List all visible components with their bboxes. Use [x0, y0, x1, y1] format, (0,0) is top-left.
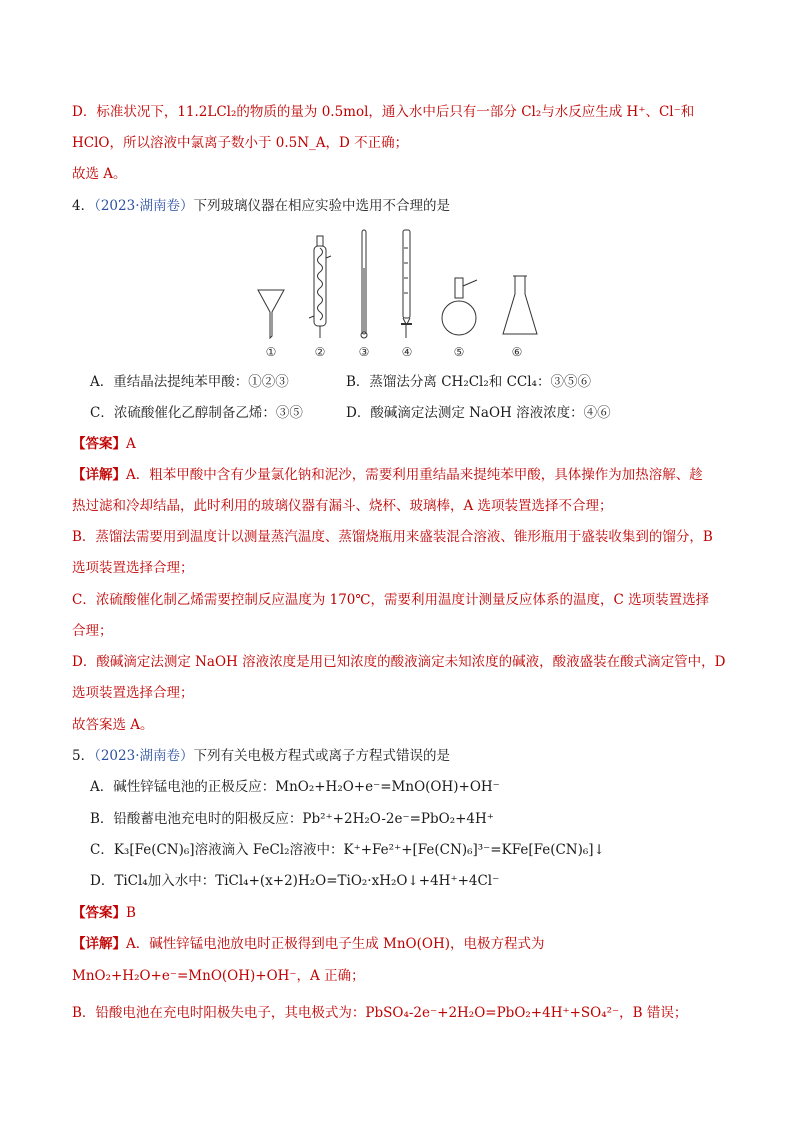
q5-answer: [72, 903, 136, 923]
answer-value: B: [126, 905, 136, 921]
question-stem: 下列玻璃仪器在相应实验中选用不合理的是: [193, 198, 450, 214]
answer-tag: 【答案】: [72, 436, 126, 452]
burette-icon: [401, 230, 412, 338]
detail-tag: 【详解】: [72, 467, 126, 483]
funnel-icon: [258, 290, 284, 338]
q4-option-d: D．酸碱滴定法测定 NaOH 溶液浓度：④⑥: [346, 405, 611, 421]
prev-option-d-line2: HClO，所以溶液中氯离子数小于 0.5N_A，D 不正确；: [72, 135, 409, 151]
question-source: （2023·湖南卷）: [94, 198, 194, 214]
answer-tag: 【答案】: [72, 905, 126, 921]
glassware-svg: [255, 228, 555, 363]
detail-text: A．碱性锌锰电池放电时正极得到电子生成 MnO(OH)，电极方程式为: [126, 936, 545, 952]
q4-detail-b1: B．蒸馏法需要用到温度计以测量蒸汽温度、蒸馏烧瓶用来盛装混合溶液、锥形瓶用于盛装收集到的馏分，B: [72, 529, 713, 545]
q5-detail-a2: MnO₂+H₂O+e⁻=MnO(OH)+OH⁻，A 正确；: [72, 968, 365, 984]
q5-detail-a1: [72, 934, 545, 954]
answer-value: A: [126, 436, 136, 452]
q5-option-a: A．碱性锌锰电池的正极反应：MnO₂+H₂O+e⁻=MnO(OH)+OH⁻: [90, 779, 500, 795]
q4-conclusion: 故答案选 A。: [72, 717, 154, 733]
glassware-figure: [255, 228, 555, 363]
q4-detail-d2: 选项装置选择合理；: [72, 685, 194, 701]
distilling-flask-icon: [442, 278, 477, 335]
q5-option-b: B．铅酸蓄电池充电时的阳极反应：Pb²⁺+2H₂O-2e⁻=PbO₂+4H⁺: [90, 811, 494, 827]
label-2: ②: [314, 345, 326, 359]
question-stem: 下列有关电极方程式或离子方程式错误的是: [193, 748, 450, 764]
q4-option-a: A．重结晶法提纯苯甲酸：①②③: [90, 374, 289, 390]
question-4-header: [72, 196, 450, 216]
q4-detail-b2: 选项装置选择合理；: [72, 560, 194, 576]
condenser-icon: [309, 236, 331, 338]
question-number: 5．: [72, 748, 95, 764]
q4-detail-a2: 热过滤和冷却结晶，此时利用的玻璃仪器有漏斗、烧杯、玻璃棒，A 选项装置选择不合理；: [72, 498, 613, 514]
question-number: 4．: [72, 198, 95, 214]
q4-detail-c2: 合理；: [72, 623, 113, 639]
label-6: ⑥: [511, 345, 523, 359]
q4-detail-a1: [72, 465, 703, 485]
q4-detail-c1: C．浓硫酸催化制乙烯需要控制反应温度为 170℃，需要利用温度计测量反应体系的温度，C 选项装置选择: [72, 592, 710, 608]
label-5: ⑤: [453, 345, 465, 359]
conical-flask-icon: [503, 276, 537, 334]
q4-answer: [72, 434, 136, 454]
prev-option-d-line1: D．标准状况下，11.2LCl₂的物质的量为 0.5mol，通入水中后只有一部分 Cl₂与水反应生成 H⁺、Cl⁻和: [72, 104, 695, 120]
q4-option-c: C．浓硫酸催化乙醇制备乙烯：③⑤: [90, 405, 303, 421]
q5-option-d: D．TiCl₄加入水中：TiCl₄+(x+2)H₂O=TiO₂·xH₂O↓+4H⁺+4Cl⁻: [90, 873, 500, 889]
q5-detail-b1: B．铅酸电池在充电时阳极失电子，其电极式为：PbSO₄-2e⁻+2H₂O=PbO₂+4H⁺+SO₄²⁻，B 错误；: [72, 1005, 688, 1021]
detail-text: A．粗苯甲酸中含有少量氯化钠和泥沙，需要利用重结晶来提纯苯甲酸，具体操作为加热溶解、趁: [126, 467, 703, 483]
q4-option-b: B．蒸馏法分离 CH₂Cl₂和 CCl₄：③⑤⑥: [346, 374, 591, 390]
question-5-header: [72, 746, 450, 766]
thermometer-icon: [361, 230, 367, 338]
label-1: ①: [265, 345, 277, 359]
question-source: （2023·湖南卷）: [94, 748, 194, 764]
prev-conclusion: 故选 A。: [72, 166, 127, 182]
q4-detail-d1: D．酸碱滴定法测定 NaOH 溶液浓度是用已知浓度的酸液滴定未知浓度的碱液，酸液盛装在酸式滴定管中，D: [72, 654, 726, 670]
q5-option-c: C．K₃[Fe(CN)₆]溶液滴入 FeCl₂溶液中：K⁺+Fe²⁺+[Fe(CN)₆]³⁻=KFe[Fe(CN)₆]↓: [90, 842, 605, 858]
label-3: ③: [358, 345, 370, 359]
detail-tag: 【详解】: [72, 936, 126, 952]
label-4: ④: [401, 345, 413, 359]
